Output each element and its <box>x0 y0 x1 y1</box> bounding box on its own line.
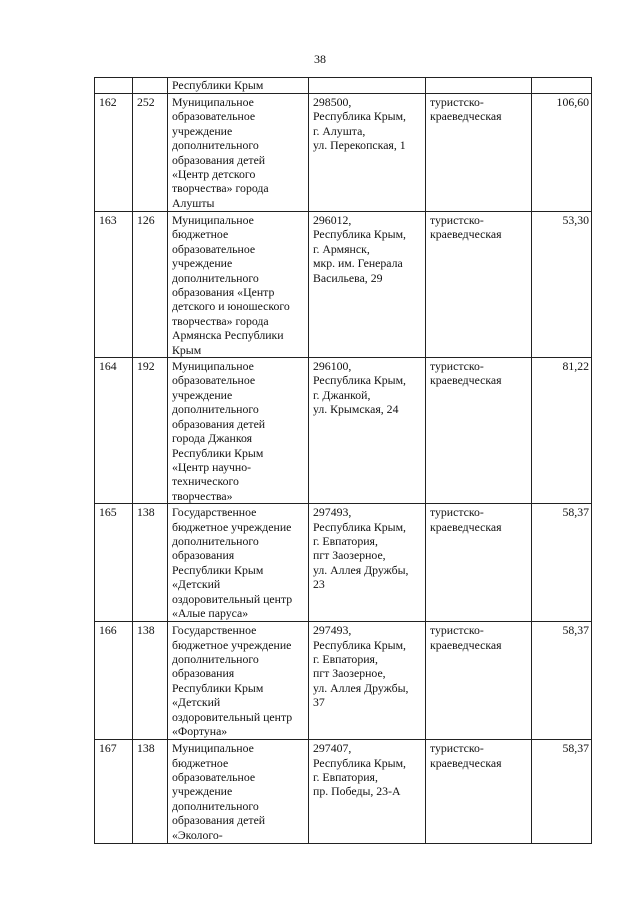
name-line: оздоровительный центр <box>172 709 293 724</box>
name-line: учреждение <box>172 123 233 138</box>
address-line: Республика Крым, <box>313 519 406 534</box>
name-line: образования <box>172 548 235 563</box>
address-line: 297407, <box>313 741 352 756</box>
name-line: образования «Центр <box>172 285 275 300</box>
address-line: ул. Крымская, 24 <box>313 402 399 417</box>
address-line: пр. Победы, 23-А <box>313 784 401 799</box>
cell-type <box>426 358 532 504</box>
address-line: Республика Крым, <box>313 755 406 770</box>
cell-value: 58,37 <box>532 504 592 622</box>
page-number: 38 <box>314 52 326 66</box>
name-line: образования <box>172 666 235 681</box>
type-line: краеведческая <box>430 519 502 534</box>
name-line: творчества» города <box>172 181 269 196</box>
cell-address <box>309 504 426 622</box>
name-line: учреждение <box>172 784 233 799</box>
address-line: Республика Крым, <box>313 109 406 124</box>
type-line: туристско- <box>430 95 484 109</box>
table-row <box>95 504 592 622</box>
name-line: дополнительного <box>172 270 259 285</box>
cell-code: 138 <box>133 622 168 740</box>
name-line: Армянска Республики <box>172 328 284 343</box>
name-line: бюджетное <box>172 755 229 770</box>
type-line: туристско- <box>430 741 484 756</box>
address-line: пгт Заозерное, <box>313 666 386 681</box>
name-line: «Алые паруса» <box>172 605 249 620</box>
name-line: образовательное <box>172 109 256 124</box>
name-line: Муниципальное <box>172 213 254 227</box>
cell-code: 192 <box>133 358 168 504</box>
table-row <box>95 212 592 358</box>
name-line: Муниципальное <box>172 359 254 374</box>
name-line: технического <box>172 474 239 489</box>
address-line: 297493, <box>313 623 352 638</box>
address-line: Республика Крым, <box>313 227 406 242</box>
name-line: учреждение <box>172 387 233 402</box>
address-line: г. Евпатория, <box>313 533 378 548</box>
cell-num: 165 <box>95 504 133 622</box>
name-line: Государственное <box>172 623 257 638</box>
cell-code: 138 <box>133 504 168 622</box>
name-line: Муниципальное <box>172 741 254 756</box>
address-line: ул. Аллея Дружбы, <box>313 562 409 577</box>
table-row <box>95 622 592 740</box>
name-line: «Эколого- <box>172 827 223 842</box>
cell-address <box>309 740 426 844</box>
name-line: дополнительного <box>172 798 259 813</box>
institutions-table <box>94 77 592 844</box>
name-line: детского и юношеского <box>172 299 290 314</box>
table-row <box>95 740 592 844</box>
cell-address <box>309 78 426 94</box>
cell-address <box>309 622 426 740</box>
address-line: г. Армянск, <box>313 241 370 256</box>
address-line: г. Евпатория, <box>313 651 378 666</box>
address-line: Васильева, 29 <box>313 270 383 285</box>
table-row <box>95 358 592 504</box>
cell-value <box>532 78 592 94</box>
address-line: г. Алушта, <box>313 123 366 138</box>
name-line: оздоровительный центр <box>172 591 293 606</box>
cell-num: 166 <box>95 622 133 740</box>
name-line: «Детский <box>172 577 221 592</box>
cell-address <box>309 358 426 504</box>
name-line: творчества» <box>172 488 233 503</box>
address-line: Республика Крым, <box>313 373 406 388</box>
name-line: Алушты <box>172 195 215 210</box>
cell-name <box>168 740 309 844</box>
cell-code: 252 <box>133 94 168 212</box>
name-line: бюджетное учреждение <box>172 637 292 652</box>
cell-address <box>309 94 426 212</box>
name-line: образования детей <box>172 813 266 828</box>
address-line: 23 <box>313 577 325 592</box>
type-line: краеведческая <box>430 755 502 770</box>
cell-address <box>309 212 426 358</box>
address-line: г. Евпатория, <box>313 769 378 784</box>
type-line: краеведческая <box>430 637 502 652</box>
name-line: дополнительного <box>172 138 259 153</box>
cell-code: 138 <box>133 740 168 844</box>
cell-num: 163 <box>95 212 133 358</box>
address-line: 296100, <box>313 359 352 374</box>
type-line: краеведческая <box>430 109 502 124</box>
address-line: 297493, <box>313 505 352 520</box>
type-line: краеведческая <box>430 373 502 388</box>
cell-type <box>426 622 532 740</box>
name-line: Муниципальное <box>172 95 254 109</box>
name-line: Республики Крым <box>172 445 264 460</box>
type-line: туристско- <box>430 505 484 520</box>
cell-name <box>168 94 309 212</box>
name-line: бюджетное <box>172 227 229 242</box>
cell-value: 58,37 <box>532 622 592 740</box>
name-line: учреждение <box>172 256 233 271</box>
continuation-row <box>95 78 592 94</box>
name-line: дополнительного <box>172 533 259 548</box>
name-line: образовательное <box>172 769 256 784</box>
cell-name <box>168 504 309 622</box>
type-line: туристско- <box>430 213 484 227</box>
name-line: города Джанкоя <box>172 431 253 446</box>
cell-name <box>168 358 309 504</box>
cell-num: 167 <box>95 740 133 844</box>
cell-type <box>426 94 532 212</box>
name-line: дополнительного <box>172 651 259 666</box>
cell-value: 58,37 <box>532 740 592 844</box>
cell-type <box>426 740 532 844</box>
name-line: Республики Крым <box>172 562 264 577</box>
name-line: Государственное <box>172 505 257 520</box>
cell-name: Республики Крым <box>168 78 309 94</box>
name-line: «Фортуна» <box>172 723 228 738</box>
address-line: г. Джанкой, <box>313 387 371 402</box>
address-line: ул. Аллея Дружбы, <box>313 680 409 695</box>
name-line: образовательное <box>172 373 256 388</box>
name-line: образования детей <box>172 416 266 431</box>
cell-num <box>95 78 133 94</box>
address-line: 298500, <box>313 95 352 109</box>
name-line: Республики Крым <box>172 680 264 695</box>
cell-value: 53,30 <box>532 212 592 358</box>
name-line: «Детский <box>172 695 221 710</box>
address-line: 37 <box>313 695 325 710</box>
cell-type <box>426 504 532 622</box>
cell-value: 106,60 <box>532 94 592 212</box>
name-line: творчества» города <box>172 313 269 328</box>
address-line: 296012, <box>313 213 352 227</box>
name-line: бюджетное учреждение <box>172 519 292 534</box>
name-line: Крым <box>172 342 202 357</box>
address-line: ул. Перекопская, 1 <box>313 138 406 153</box>
table-row <box>95 94 592 212</box>
cell-num: 162 <box>95 94 133 212</box>
name-line: «Центр детского <box>172 167 256 182</box>
name-line: образовательное <box>172 241 256 256</box>
cell-type <box>426 212 532 358</box>
cell-code: 126 <box>133 212 168 358</box>
cell-code <box>133 78 168 94</box>
cell-name <box>168 622 309 740</box>
type-line: туристско- <box>430 623 484 638</box>
cell-name <box>168 212 309 358</box>
name-line: дополнительного <box>172 402 259 417</box>
type-line: туристско- <box>430 359 484 374</box>
address-line: Республика Крым, <box>313 637 406 652</box>
name-line: образования детей <box>172 152 266 167</box>
address-line: пгт Заозерное, <box>313 548 386 563</box>
table-body <box>95 78 592 844</box>
cell-value: 81,22 <box>532 358 592 504</box>
address-line: мкр. им. Генерала <box>313 256 403 271</box>
type-line: краеведческая <box>430 227 502 242</box>
name-line: «Центр научно- <box>172 459 252 474</box>
cell-num: 164 <box>95 358 133 504</box>
cell-type <box>426 78 532 94</box>
